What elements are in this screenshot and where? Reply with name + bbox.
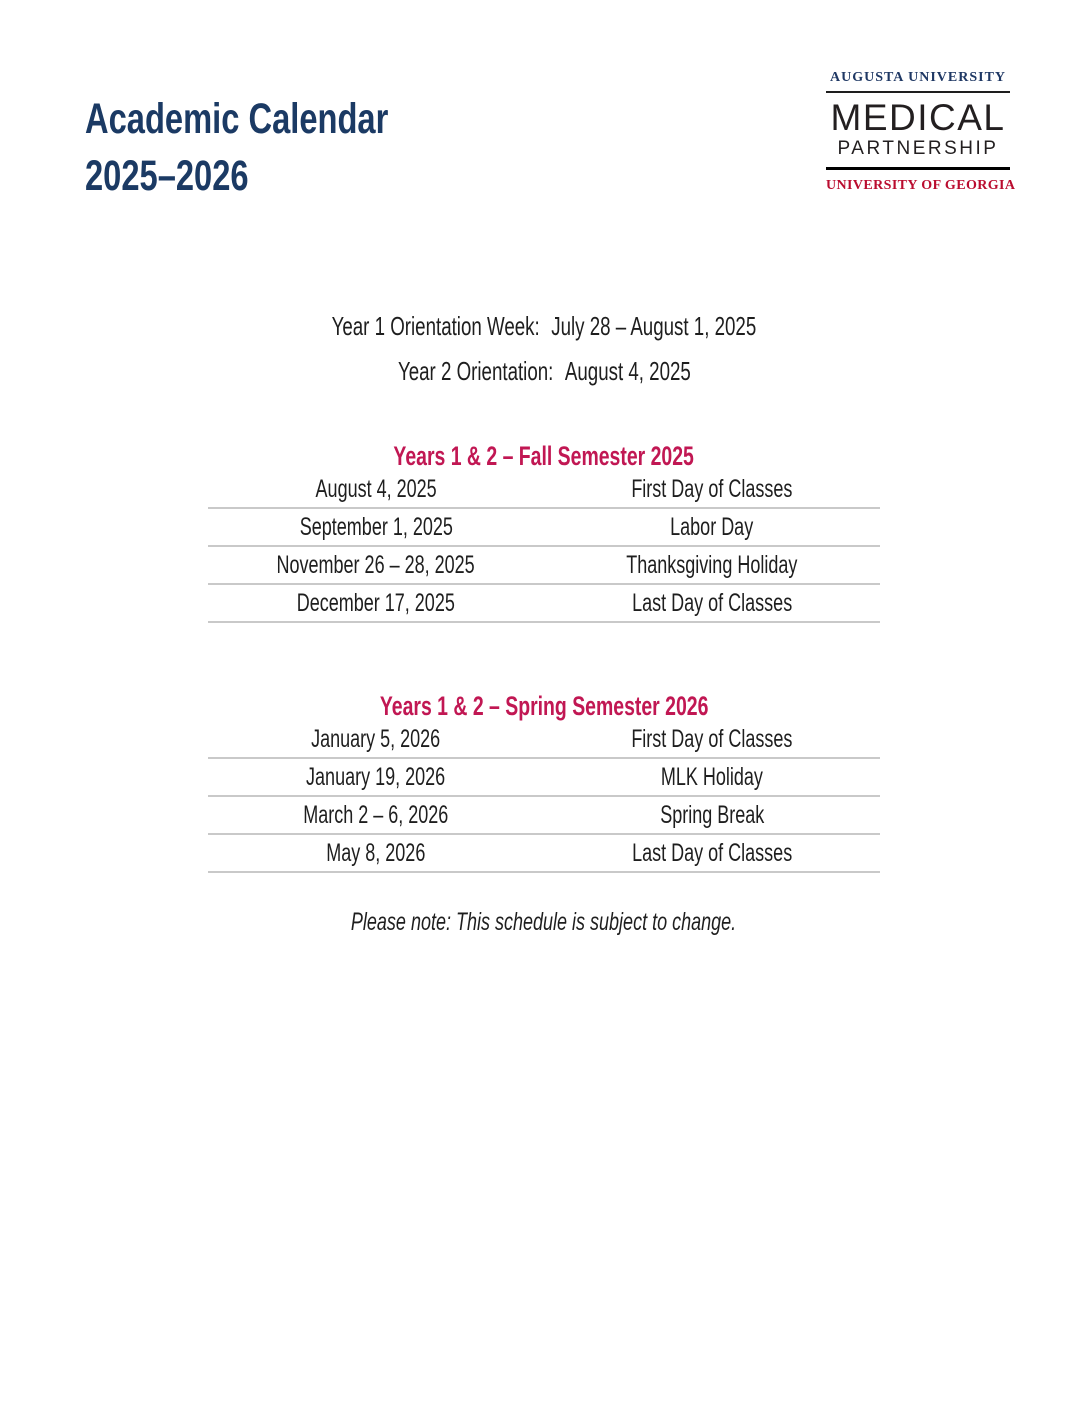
page-title-line2: 2025–2026 (85, 151, 249, 200)
table-row (208, 758, 880, 796)
fall-semester-section (208, 441, 880, 623)
table-row (208, 508, 880, 546)
event-date-cell: January 5, 2026 (208, 721, 544, 758)
fall-semester-heading: Years 1 & 2 – Fall Semester 2025 (393, 441, 695, 471)
event-date-cell: September 1, 2025 (208, 508, 544, 546)
table-row (208, 721, 880, 758)
event-date-cell: January 19, 2026 (208, 758, 544, 796)
logo-top-divider (826, 91, 1010, 93)
spring-semester-section (208, 691, 880, 873)
event-date-cell: November 26 – 28, 2025 (208, 546, 544, 584)
event-date-cell: May 8, 2026 (208, 834, 544, 872)
event-name-cell: MLK Holiday (544, 758, 880, 796)
event-name-cell: First Day of Classes (544, 471, 880, 508)
medical-partnership-logo (826, 70, 1016, 194)
logo-university-of-georgia: UNIVERSITY OF GEORGIA (826, 178, 1016, 193)
table-row (208, 834, 880, 872)
event-name-cell: Last Day of Classes (544, 584, 880, 622)
orientation-block (0, 312, 1088, 385)
event-name-cell: Thanksgiving Holiday (544, 546, 880, 584)
table-row (208, 584, 880, 622)
orientation-year1-label: Year 1 Orientation Week: (331, 311, 540, 341)
fall-schedule-table (208, 471, 880, 623)
orientation-year1-line (0, 312, 1088, 340)
orientation-year1-dates: July 28 – August 1, 2025 (551, 311, 757, 341)
event-name-cell: Last Day of Classes (544, 834, 880, 872)
schedule-change-note: Please note: This schedule is subject to change. (351, 908, 737, 936)
event-date-cell: March 2 – 6, 2026 (208, 796, 544, 834)
logo-medical-wordmark: MEDICAL (830, 97, 1006, 138)
orientation-year2-label: Year 2 Orientation: (397, 356, 553, 386)
logo-partnership-wordmark: PARTNERSHIP (837, 138, 999, 159)
table-row (208, 471, 880, 508)
table-row (208, 546, 880, 584)
spring-schedule-table (208, 721, 880, 873)
event-name-cell: Labor Day (544, 508, 880, 546)
orientation-year2-line (0, 357, 1088, 385)
event-date-cell: December 17, 2025 (208, 584, 544, 622)
logo-augusta-university: AUGUSTA UNIVERSITY (829, 70, 1007, 85)
page-title (85, 91, 484, 205)
orientation-year2-dates: August 4, 2025 (564, 356, 691, 386)
page-title-line1: Academic Calendar (85, 94, 389, 143)
event-name-cell: First Day of Classes (544, 721, 880, 758)
event-name-cell: Spring Break (544, 796, 880, 834)
table-row (208, 796, 880, 834)
spring-semester-heading: Years 1 & 2 – Spring Semester 2026 (379, 691, 709, 721)
event-date-cell: August 4, 2025 (208, 471, 544, 508)
logo-bottom-divider (826, 167, 1010, 170)
